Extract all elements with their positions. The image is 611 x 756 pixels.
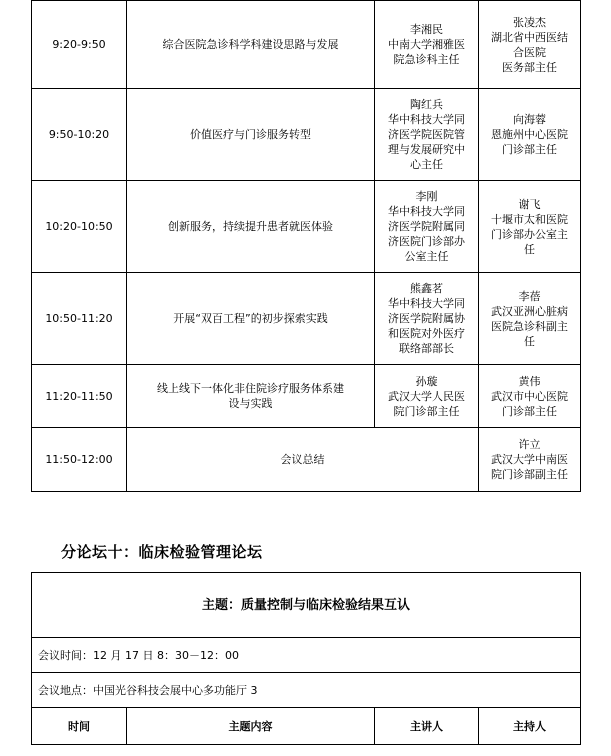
schedule-table — [31, 0, 581, 492]
forum-theme: 主题：质量控制与临床检验结果互认 — [32, 573, 581, 638]
session-host — [479, 365, 581, 428]
session-host-line: 任 — [524, 334, 535, 348]
session-speaker-line: 院急诊科主任 — [393, 53, 460, 66]
session-speaker-line: 陶红兵 — [410, 98, 443, 111]
schedule-row — [32, 365, 581, 428]
session-speaker — [375, 273, 479, 365]
session-host-line: 医院急诊科副主 — [491, 319, 568, 333]
session-topic — [127, 89, 375, 181]
header-row — [32, 708, 581, 745]
session-host-line: 李蓓 — [518, 289, 541, 303]
session-host-line: 许立 — [518, 438, 541, 451]
schedule-row — [32, 1, 581, 89]
session-time: 10:50-11:20 — [32, 273, 127, 365]
header-host: 主持人 — [479, 708, 581, 745]
session-speaker-line: 院门诊部主任 — [393, 404, 460, 418]
session-host-line: 张凌杰 — [513, 15, 546, 29]
schedule-body — [32, 1, 581, 492]
session-topic-line: 设与实践 — [228, 397, 273, 410]
theme-row — [32, 573, 581, 638]
session-speaker-line: 熊鑫茗 — [410, 282, 443, 295]
session-topic-line: 开展“双百工程”的初步探索实践 — [173, 312, 328, 325]
session-summary: 会议总结 — [127, 428, 479, 492]
session-topic — [127, 365, 375, 428]
session-host-line: 向海蓉 — [513, 113, 546, 126]
session-speaker-line: 孙璇 — [415, 374, 438, 388]
session-speaker — [375, 365, 479, 428]
session-topic — [127, 181, 375, 273]
schedule-row — [32, 273, 581, 365]
session-time: 11:50-12:00 — [32, 428, 127, 492]
session-speaker-line: 济医院门诊部办 — [388, 235, 465, 248]
session-host-line: 湖北省中西医结 — [491, 30, 568, 44]
session-speaker-line: 理与发展研究中 — [388, 143, 465, 156]
schedule-row-summary — [32, 428, 581, 492]
session-speaker-line: 和医院对外医疗 — [388, 327, 465, 340]
session-time: 11:20-11:50 — [32, 365, 127, 428]
session-host-line: 十堰市太和医院 — [491, 212, 568, 226]
session-topic-line: 价值医疗与门诊服务转型 — [190, 128, 311, 141]
session-host-line: 合医院 — [513, 45, 546, 59]
schedule-row — [32, 181, 581, 273]
session-speaker — [375, 1, 479, 89]
meeting-time: 会议时间：12 月 17 日 8：30－12：00 — [32, 638, 581, 673]
header-speaker: 主讲人 — [375, 708, 479, 745]
session-host-line: 谢飞 — [518, 197, 541, 211]
session-host-line: 院门诊部副主任 — [491, 468, 568, 481]
session-speaker-line: 公室主任 — [404, 250, 449, 263]
meeting-time-row — [32, 638, 581, 673]
session-host — [479, 273, 581, 365]
session-topic-line: 创新服务，持续提升患者就医体验 — [168, 220, 333, 233]
session-host-line: 门诊部办公室主 — [491, 227, 568, 241]
session-time: 10:20-10:50 — [32, 181, 127, 273]
session-speaker-line: 济医学院医院管 — [388, 128, 465, 141]
session-host-line: 门诊部主任 — [502, 404, 557, 418]
session-host — [479, 428, 581, 492]
session-speaker-line: 心主任 — [410, 158, 443, 171]
session-speaker-line: 济医学院附属同 — [388, 220, 465, 233]
session-topic-line: 线上线下一体化非住院诊疗服务体系建 — [157, 382, 344, 395]
session-speaker — [375, 181, 479, 273]
session-speaker-line: 华中科技大学同 — [388, 297, 465, 310]
session-host-line: 任 — [524, 242, 535, 256]
session-host-line: 武汉市中心医院 — [491, 389, 568, 403]
session-speaker-line: 李刚 — [415, 190, 438, 203]
session-speaker-line: 华中科技大学同 — [388, 113, 465, 126]
session-speaker-line: 联络部部长 — [399, 342, 454, 355]
session-speaker-line: 济医学院附属协 — [388, 312, 465, 325]
section-title: 分论坛十：临床检验管理论坛 — [61, 543, 263, 561]
session-speaker — [375, 89, 479, 181]
session-topic-line: 综合医院急诊科学科建设思路与发展 — [162, 38, 339, 51]
session-speaker-line: 李湘民 — [410, 23, 443, 36]
session-speaker-line: 武汉大学人民医 — [388, 389, 465, 403]
meeting-place-row — [32, 673, 581, 708]
session-time: 9:20-9:50 — [32, 1, 127, 89]
meeting-place: 会议地点：中国光谷科技会展中心多功能厅 3 — [32, 673, 581, 708]
session-time: 9:50-10:20 — [32, 89, 127, 181]
session-speaker-line: 中南大学湘雅医 — [388, 38, 465, 51]
header-topic: 主题内容 — [127, 708, 375, 745]
session-topic — [127, 273, 375, 365]
session-host — [479, 1, 581, 89]
session-host-line: 恩施州中心医院 — [491, 128, 568, 141]
session-speaker-line: 华中科技大学同 — [388, 205, 465, 218]
session-host-line: 门诊部主任 — [502, 143, 557, 156]
session-host — [479, 89, 581, 181]
forum-info-table — [31, 572, 581, 745]
session-host-line: 武汉亚洲心脏病 — [491, 304, 568, 318]
session-host-line: 武汉大学中南医 — [491, 453, 568, 466]
schedule-row — [32, 89, 581, 181]
header-time: 时间 — [32, 708, 127, 745]
session-topic — [127, 1, 375, 89]
session-host-line: 医务部主任 — [502, 60, 557, 74]
session-host — [479, 181, 581, 273]
session-host-line: 黄伟 — [518, 374, 541, 388]
